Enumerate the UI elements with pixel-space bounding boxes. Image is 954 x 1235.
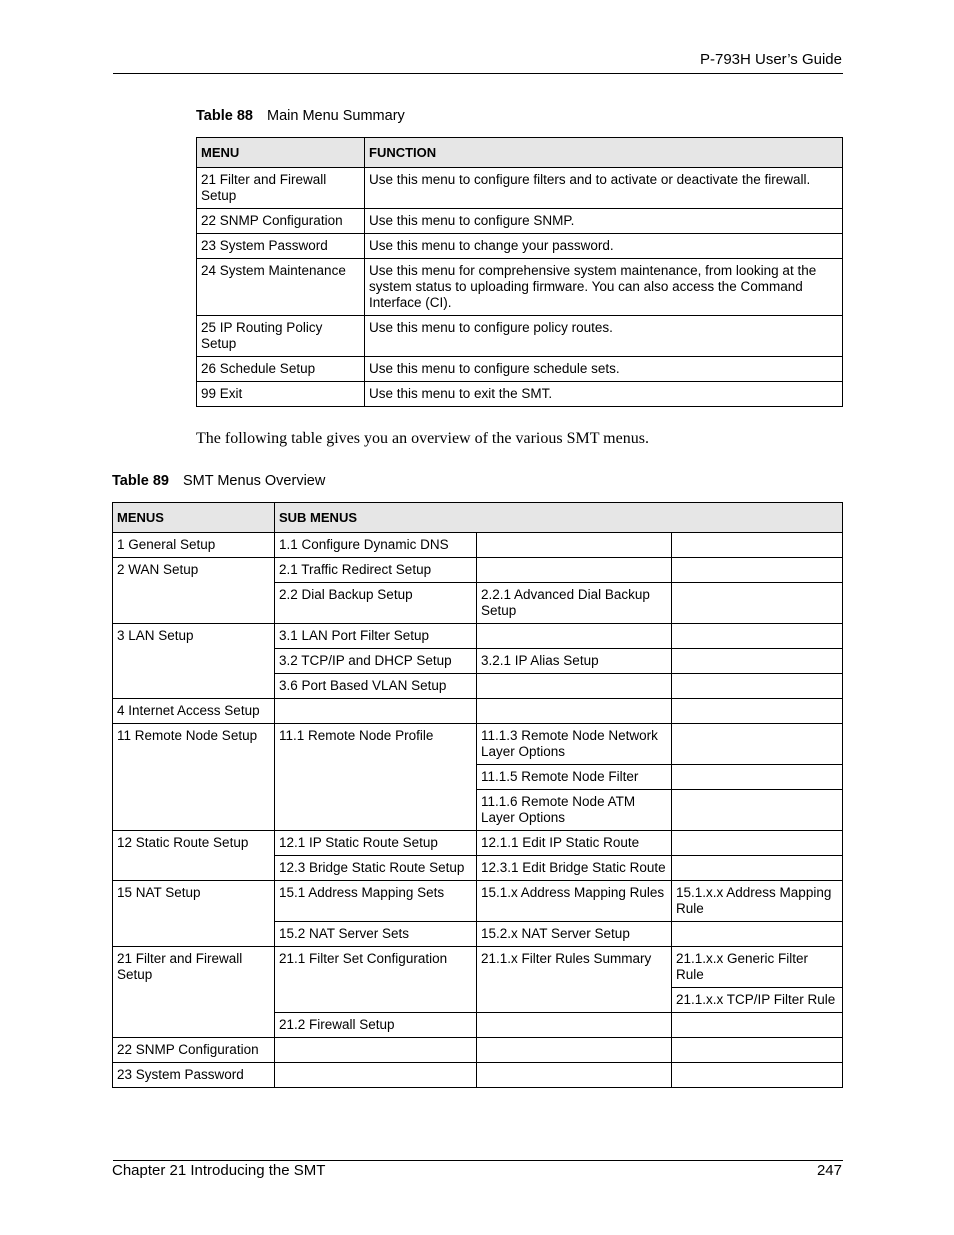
submenu-cell: 2.1 Traffic Redirect Setup <box>275 558 477 583</box>
empty-cell <box>672 649 843 674</box>
menu-cell: 26 Schedule Setup <box>197 357 365 382</box>
submenu-cell: 12.3.1 Edit Bridge Static Route <box>477 856 672 881</box>
main-menu-summary-table <box>196 137 843 407</box>
menu-cell: 11 Remote Node Setup <box>113 724 275 831</box>
empty-cell <box>275 699 477 724</box>
submenu-cell: 11.1 Remote Node Profile <box>275 724 477 831</box>
menu-cell: 3 LAN Setup <box>113 624 275 699</box>
submenu-cell: 15.2.x NAT Server Setup <box>477 922 672 947</box>
footer-rule <box>113 1160 843 1161</box>
header-rule <box>113 73 843 74</box>
submenu-cell: 3.2.1 IP Alias Setup <box>477 649 672 674</box>
empty-cell <box>275 1063 477 1088</box>
menu-cell: 22 SNMP Configuration <box>113 1038 275 1063</box>
function-cell: Use this menu to configure SNMP. <box>365 209 843 234</box>
table-row <box>113 881 843 922</box>
empty-cell <box>672 922 843 947</box>
table-row <box>197 168 843 209</box>
submenu-cell: 15.1 Address Mapping Sets <box>275 881 477 922</box>
menu-cell: 1 General Setup <box>113 533 275 558</box>
menu-cell: 25 IP Routing Policy Setup <box>197 316 365 357</box>
empty-cell <box>477 558 672 583</box>
column-header-sub-menus: SUB MENUS <box>275 503 843 533</box>
table89-label: Table 89 <box>112 473 169 489</box>
table-row <box>113 558 843 583</box>
empty-cell <box>672 624 843 649</box>
menu-cell: 24 System Maintenance <box>197 259 365 316</box>
table-header-row <box>113 503 843 533</box>
menu-cell: 2 WAN Setup <box>113 558 275 624</box>
function-cell: Use this menu to change your password. <box>365 234 843 259</box>
submenu-cell: 2.2 Dial Backup Setup <box>275 583 477 624</box>
empty-cell <box>672 856 843 881</box>
submenu-cell: 3.1 LAN Port Filter Setup <box>275 624 477 649</box>
table-row <box>197 382 843 407</box>
table-row <box>113 1063 843 1088</box>
function-cell: Use this menu to exit the SMT. <box>365 382 843 407</box>
submenu-cell: 1.1 Configure Dynamic DNS <box>275 533 477 558</box>
submenu-cell: 3.6 Port Based VLAN Setup <box>275 674 477 699</box>
table-row <box>113 533 843 558</box>
submenu-cell: 21.1.x.x TCP/IP Filter Rule <box>672 988 843 1013</box>
menu-cell: 12 Static Route Setup <box>113 831 275 881</box>
table-row <box>113 831 843 856</box>
empty-cell <box>477 624 672 649</box>
submenu-cell: 15.1.x.x Address Mapping Rule <box>672 881 843 922</box>
empty-cell <box>477 699 672 724</box>
table-row <box>113 699 843 724</box>
column-header-function: FUNCTION <box>365 138 843 168</box>
empty-cell <box>672 583 843 624</box>
menu-cell: 22 SNMP Configuration <box>197 209 365 234</box>
footer-page-number: 247 <box>816 1162 842 1179</box>
empty-cell <box>275 1038 477 1063</box>
function-cell: Use this menu to configure policy routes. <box>365 316 843 357</box>
menu-cell: 23 System Password <box>113 1063 275 1088</box>
empty-cell <box>672 765 843 790</box>
footer-chapter: Chapter 21 Introducing the SMT <box>112 1162 326 1179</box>
table-row <box>113 947 843 988</box>
submenu-cell: 2.2.1 Advanced Dial Backup Setup <box>477 583 672 624</box>
menu-cell: 23 System Password <box>197 234 365 259</box>
submenu-cell: 3.2 TCP/IP and DHCP Setup <box>275 649 477 674</box>
empty-cell <box>672 1013 843 1038</box>
empty-cell <box>672 790 843 831</box>
menu-cell: 4 Internet Access Setup <box>113 699 275 724</box>
menu-cell: 21 Filter and Firewall Setup <box>113 947 275 1038</box>
table88-title: Main Menu Summary <box>266 108 405 124</box>
table89-caption <box>112 473 325 489</box>
table-row <box>197 209 843 234</box>
submenu-cell: 15.1.x Address Mapping Rules <box>477 881 672 922</box>
table-row <box>113 624 843 649</box>
menu-cell: 15 NAT Setup <box>113 881 275 947</box>
submenu-cell: 11.1.5 Remote Node Filter <box>477 765 672 790</box>
table88-caption <box>196 108 405 124</box>
submenu-cell: 11.1.3 Remote Node Network Layer Options <box>477 724 672 765</box>
smt-menus-overview-table <box>112 502 843 1088</box>
empty-cell <box>672 724 843 765</box>
function-cell: Use this menu for comprehensive system maintenance, from looking at the system status to uploading firmware. You can also access the Command Interface (CI). <box>365 259 843 316</box>
empty-cell <box>477 1013 672 1038</box>
table-row <box>197 316 843 357</box>
function-cell: Use this menu to configure filters and to activate or deactivate the firewall. <box>365 168 843 209</box>
column-header-menus: MENUS <box>113 503 275 533</box>
empty-cell <box>672 533 843 558</box>
submenu-cell: 21.1.x Filter Rules Summary <box>477 947 672 1013</box>
table-header-row <box>197 138 843 168</box>
submenu-cell: 21.2 Firewall Setup <box>275 1013 477 1038</box>
table-row <box>113 1038 843 1063</box>
empty-cell <box>477 533 672 558</box>
submenu-cell: 12.1 IP Static Route Setup <box>275 831 477 856</box>
empty-cell <box>477 1038 672 1063</box>
intro-paragraph: The following table gives you an overview of the various SMT menus. <box>196 430 649 447</box>
empty-cell <box>672 699 843 724</box>
menu-cell: 21 Filter and Firewall Setup <box>197 168 365 209</box>
table-row <box>197 259 843 316</box>
page-header-title: P-793H User’s Guide <box>699 51 842 68</box>
submenu-cell: 12.3 Bridge Static Route Setup <box>275 856 477 881</box>
empty-cell <box>477 1063 672 1088</box>
submenu-cell: 11.1.6 Remote Node ATM Layer Options <box>477 790 672 831</box>
empty-cell <box>672 674 843 699</box>
empty-cell <box>477 674 672 699</box>
function-cell: Use this menu to configure schedule sets. <box>365 357 843 382</box>
table88-label: Table 88 <box>196 108 253 124</box>
submenu-cell: 15.2 NAT Server Sets <box>275 922 477 947</box>
table-row <box>197 357 843 382</box>
menu-cell: 99 Exit <box>197 382 365 407</box>
column-header-menu: MENU <box>197 138 365 168</box>
empty-cell <box>672 1038 843 1063</box>
table-row <box>197 234 843 259</box>
submenu-cell: 12.1.1 Edit IP Static Route <box>477 831 672 856</box>
submenu-cell: 21.1.x.x Generic Filter Rule <box>672 947 843 988</box>
empty-cell <box>672 831 843 856</box>
empty-cell <box>672 1063 843 1088</box>
table89-title: SMT Menus Overview <box>182 473 326 489</box>
submenu-cell: 21.1 Filter Set Configuration <box>275 947 477 1013</box>
table-row <box>113 724 843 765</box>
empty-cell <box>672 558 843 583</box>
